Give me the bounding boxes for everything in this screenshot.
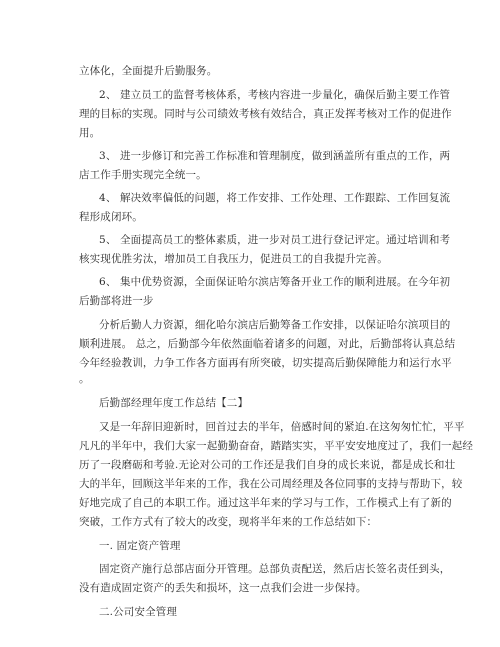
text-line: 5、 全面提高员工的整体素质，进一步对员工进行登记评定。通过培训和考 (99, 234, 451, 246)
text-line: 固定资产施行总部店面分开管理。总部负责配送，然后店长签名责任到头， (99, 563, 451, 575)
text-line: 理的目标的实现。同时与公司绩效考核有效结合，真正发挥考核对工作的促进作 (79, 108, 452, 120)
text-line: 3、 进一步修订和完善工作标准和管理制度，做到涵盖所有重点的工作，两 (99, 150, 451, 162)
section-heading: 后勤部经理年度工作总结【二】 (99, 397, 249, 409)
text-line: 立体化，全面提升后勤服务。 (79, 65, 218, 77)
text-line: 程形成闭环。 (79, 211, 143, 223)
section-heading: 二.公司安全管理 (99, 606, 178, 618)
section-heading: 一. 固定资产管理 (99, 540, 181, 552)
text-line: 好地完成了自己的本职工作。通过这半年来的学习与工作，工作模式上有了新的 (79, 497, 452, 509)
text-line: 又是一年辞旧迎新时，回首过去的半年，倍感时间的紧迫.在这匆匆忙忙，平平 (99, 421, 465, 433)
text-line: 今年经验教训，力争工作各方面再有所突破，切实提高后勤保障能力和运行水平 (79, 357, 452, 369)
text-line: 后勤部将进一步 (79, 295, 154, 307)
text-line: 分析后勤人力资源，细化哈尔滨店后勤筹备工作安排，以保证哈尔滨项目的 (99, 319, 451, 331)
text-line: 没有造成固定资产的丢失和损坏，这一点我们会进一步保持。 (79, 582, 367, 594)
text-line: 历了一段磨砺和考验.无论对公司的工作还是我们自身的成长来说，都是成长和壮 (79, 459, 456, 471)
text-line: 大的半年，回顾这半年来的工作，我在公司周经理及各位同事的支持与帮助下，较 (79, 478, 463, 490)
text-line: 。 (79, 373, 90, 385)
text-line: 4、 解决效率偏低的问题，将工作安排、工作处理、工作跟踪、工作回复流 (99, 192, 451, 204)
text-line: 店工作手册实现完全统一。 (79, 169, 207, 181)
text-line: 用。 (79, 127, 101, 139)
text-line: 6、 集中优势资源，全面保证哈尔滨店筹备开业工作的顺利进展。在今年初 (99, 276, 451, 288)
text-line: 核实现优胜劣汰，增加员工自我压力，促进员工的自我提升完善。 (79, 253, 388, 265)
text-line: 顺利进展。 总之，后勤部今年依然面临着诸多的问题，对此，后勤部将认真总结 (79, 338, 456, 350)
text-line: 突破，工作方式有了较大的改变，现将半年来的工作总结如下： (79, 516, 378, 528)
text-line: 2、 建立员工的监督考核体系，考核内容进一步量化，确保后勤主要工作管 (99, 89, 451, 101)
text-line: 凡凡的半年中，我们大家一起勤勤奋奋，踏踏实实，平平安安地度过了，我们一起经 (79, 440, 474, 452)
